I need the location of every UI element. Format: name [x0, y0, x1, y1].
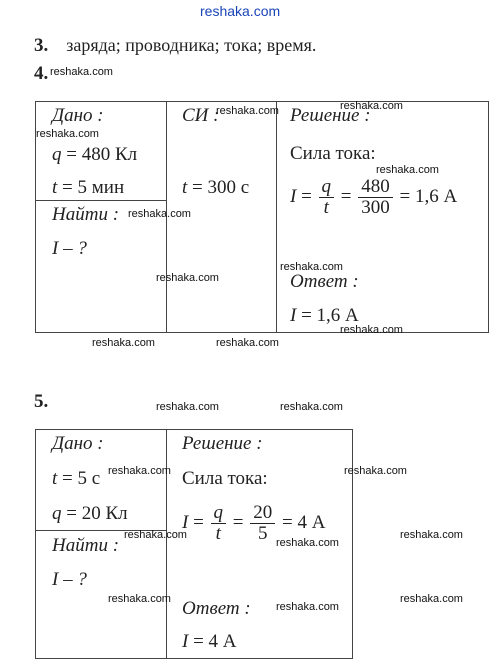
equals-sign: =: [188, 511, 209, 533]
var-t: t: [182, 177, 188, 198]
watermark: reshaka.com: [92, 337, 155, 349]
fraction-q-over-t: [319, 177, 335, 218]
table-divider: [166, 429, 167, 658]
dano-heading: Дано :: [52, 433, 104, 454]
watermark: reshaka.com: [376, 164, 439, 176]
sila-toka-label: Сила тока:: [182, 468, 268, 489]
fraction-denominator: t: [215, 523, 221, 544]
answer-var: I: [182, 631, 189, 652]
value-t: = 5 с: [57, 468, 101, 489]
watermark: reshaka.com: [128, 208, 191, 220]
reshenie-heading: Решение :: [182, 433, 263, 454]
answer-value: = 4 А: [188, 631, 237, 652]
problem-3: [34, 35, 316, 57]
problem-3-number: 3.: [34, 35, 49, 56]
var-t: t: [52, 177, 58, 198]
watermark: reshaka.com: [280, 261, 343, 273]
answer-value: = 1,6 А: [296, 305, 359, 326]
watermark-header: reshaka.com: [200, 3, 281, 19]
answer-5: [182, 631, 237, 653]
table-divider: [35, 200, 166, 201]
fraction-q-over-t: [211, 503, 227, 544]
fraction-denominator: 300: [361, 197, 390, 218]
watermark: reshaka.com: [108, 593, 171, 605]
find-current: I – ?: [52, 238, 87, 259]
fraction-denominator: 5: [258, 523, 268, 544]
si-heading: СИ :: [182, 105, 220, 126]
fraction-values: [358, 177, 393, 218]
equals-sign: =: [228, 511, 249, 533]
value-q: = 20 Кл: [61, 503, 128, 524]
equals-sign: =: [336, 185, 357, 207]
fraction-numerator: q: [319, 177, 335, 198]
fraction-numerator: 480: [358, 177, 393, 198]
given-q: [52, 503, 128, 525]
var-q: q: [52, 503, 62, 524]
watermark: reshaka.com: [216, 337, 279, 349]
watermark: reshaka.com: [400, 529, 463, 541]
si-t: [182, 177, 249, 199]
formula-result: = 4 А: [277, 511, 326, 533]
var-q: q: [52, 144, 62, 165]
otvet-heading: Ответ :: [182, 598, 251, 619]
watermark: reshaka.com: [340, 100, 403, 112]
watermark: reshaka.com: [36, 128, 99, 140]
watermark: reshaka.com: [344, 465, 407, 477]
watermark: reshaka.com: [108, 465, 171, 477]
sila-toka-label: Сила тока:: [290, 143, 376, 164]
find-current: I – ?: [52, 569, 87, 590]
watermark: reshaka.com: [124, 529, 187, 541]
value-t: = 300 с: [187, 177, 250, 198]
watermark: reshaka.com: [156, 401, 219, 413]
answer-var: I: [290, 305, 297, 326]
value-q: = 480 Кл: [61, 144, 138, 165]
problem-4-number: 4.: [34, 63, 49, 84]
watermark: reshaka.com: [276, 601, 339, 613]
problem-3-answer: заряда; проводника; тока; время.: [66, 35, 317, 55]
najti-heading: Найти :: [52, 535, 120, 556]
fraction-values: [250, 503, 275, 544]
given-t: [52, 177, 124, 199]
fraction-denominator: t: [323, 197, 329, 218]
formula-lhs: I: [290, 185, 297, 207]
formula-lhs: I: [182, 511, 189, 533]
watermark: reshaka.com: [280, 401, 343, 413]
watermark: reshaka.com: [216, 105, 279, 117]
formula-4: [290, 177, 457, 218]
problem-5-number: 5.: [34, 391, 49, 412]
given-t: [52, 468, 100, 490]
equals-sign: =: [296, 185, 317, 207]
fraction-numerator: 20: [250, 503, 275, 524]
watermark: reshaka.com: [50, 66, 113, 78]
watermark: reshaka.com: [156, 272, 219, 284]
var-t: t: [52, 468, 58, 489]
value-t: = 5 мин: [57, 177, 125, 198]
otvet-heading: Ответ :: [290, 271, 359, 292]
dano-heading: Дано :: [52, 105, 104, 126]
table-divider: [276, 101, 277, 332]
watermark: reshaka.com: [400, 593, 463, 605]
watermark: reshaka.com: [276, 537, 339, 549]
formula-result: = 1,6 А: [394, 185, 458, 207]
najti-heading: Найти :: [52, 204, 120, 225]
given-q: [52, 144, 137, 166]
watermark: reshaka.com: [340, 324, 403, 336]
fraction-numerator: q: [211, 503, 227, 524]
reshenie-heading: Решение :: [290, 105, 371, 126]
